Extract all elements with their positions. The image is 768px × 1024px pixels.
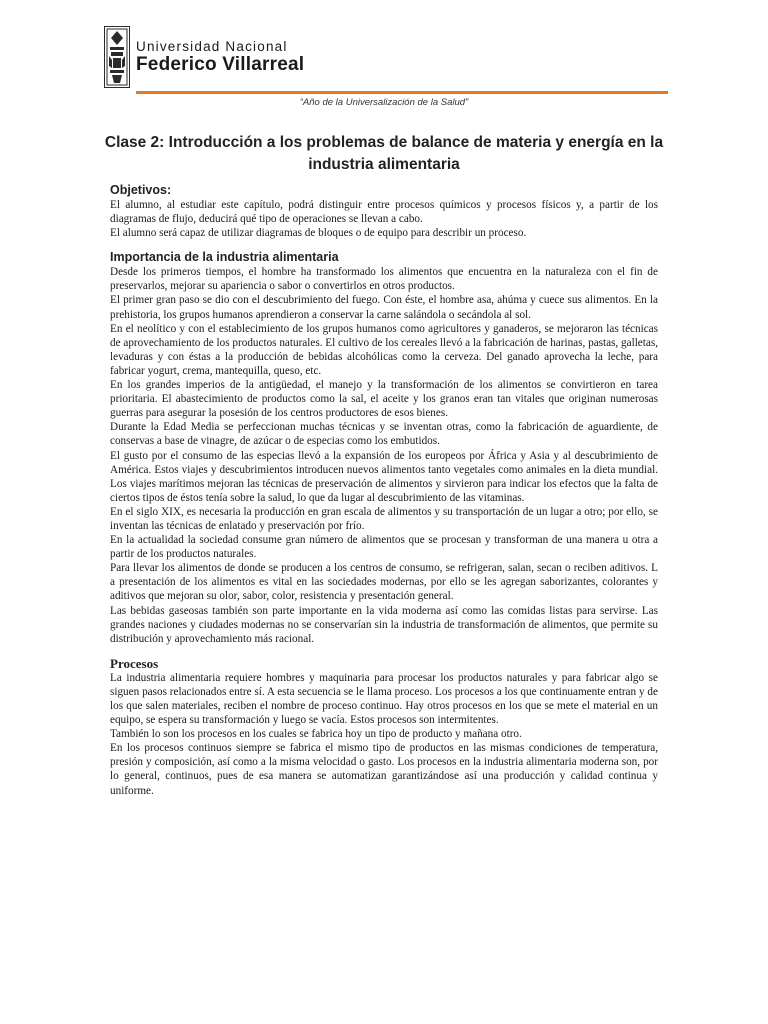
header-divider [136, 91, 668, 94]
section-procesos [110, 656, 658, 798]
page-title: Clase 2: Introducción a los problemas de balance de materia y energía en la industria alimentaria [104, 134, 664, 173]
paragraph: Las bebidas gaseosas también son parte importante en la vida moderna así como las comidas listas para servirse. Las grandes naciones y ciudades modernas no se conservarían sin la industria de transformación de alimentos, que permite su distribución y aprovechamiento más racional. [110, 604, 658, 645]
paragraph: En los procesos continuos siempre se fabrica el mismo tipo de productos en las mismas condiciones de temperatura, presión y composición, así como a la misma velocidad o gasto. Los procesos en la industria alimentaria moderna son, por lo general, continuos, pues de esa manera se automatizan garantizándose así una producción y calidad continua y uniforme. [110, 742, 658, 797]
paragraph: Desde los primeros tiempos, el hombre ha transformado los alimentos que encuentra en la naturaleza con el fin de preservarlos, mejorar su apariencia o sabor o convertirlos en otros productos. [110, 266, 658, 293]
university-name [136, 39, 304, 75]
section-heading: Importancia de la industria alimentaria [110, 250, 339, 265]
paragraph: El primer gran paso se dio con el descubrimiento del fuego. Con éste, el hombre asa, ahúma y cuece sus alimentos. En la prehistoria, los grupos humanos aprendieron a conservar la carne salándola o secándola al sol. [110, 294, 658, 321]
paragraph: El alumno será capaz de utilizar diagramas de bloques o de equipo para describir un proceso. [110, 227, 527, 240]
section-heading: Objetivos: [110, 183, 172, 197]
section-heading: Procesos [110, 655, 159, 671]
paragraph: Durante la Edad Media se perfeccionan muchas técnicas y se inventan otras, como la fabricación de aguardiente, de conservas a base de vinagre, de azúcar o de especias como los embutidos. [110, 421, 658, 448]
section-objetivos [110, 183, 658, 240]
year-motto: “Año de la Universalización de la Salud” [299, 97, 469, 108]
paragraph: La industria alimentaria requiere hombres y maquinaria para procesar los productos naturales y para fabricar algo se siguen pasos relacionados entre sí. A esta secuencia se le llama proceso. Los procesos a los que continuamente entran y de los que salen materiales, reciben el nombre de proceso continuo. Hay otros procesos en los que se mete el material en un equipo, se espera su transformación y luego se vacía. Estos procesos son intermitentes. [110, 671, 658, 727]
paragraph: En el neolítico y con el establecimiento de los grupos humanos como agricultores y ganaderos, se mejoraron las técnicas de aprovechamiento de los productos naturales. El cultivo de los cereales llevó a la fabricación de harinas, pastas, galletas, levaduras y con éstas a la producción de bebidas alcohólicas como la cerveza. Del ganado aprovecha la leche, para fabricar yogurt, crema, mantequilla, queso, etc. [110, 322, 658, 377]
university-name-line2: Federico Villarreal [136, 54, 305, 75]
paragraph: En la actualidad la sociedad consume gran número de alimentos que se procesan y transforman de una manera u otra a partir de los productos naturales. [110, 534, 658, 561]
paragraph: También lo son los procesos en los cuales se fabrica hoy un tipo de producto y mañana otro. [110, 728, 522, 741]
paragraph: El gusto por el consumo de las especias llevó a la expansión de los europeos por África y Asia y al descubrimiento de América. Estos viajes y descubrimientos introducen nuevos alimentos tanto vegetales como animales en la dieta mundial. Los viajes marítimos mejoran las técnicas de preservación de alimentos y sirvieron para indicar los efectos que la falta de ciertos tipos de éstos tenía sobre la salud, lo que da lugar al descubrimiento de las vitaminas. [110, 449, 658, 504]
university-name-line1: Universidad Nacional [136, 39, 288, 54]
paragraph: En el siglo XIX, es necesaria la producción en gran escala de alimentos y su transportación de un lugar a otro; por ello, se inventan las técnicas de enlatado y preservación por frío. [110, 505, 658, 532]
document-body [110, 183, 658, 798]
page-header [104, 24, 668, 94]
university-emblem-icon [104, 26, 130, 88]
paragraph: En los grandes imperios de la antigüedad, el manejo y la transformación de los alimentos se convirtieron en tarea prioritaria. El abastecimiento de productos como la sal, el aceite y los granos eran tan vitales que originan numerosas guerras para asegurar la posesión de los centros productores de esos bienes. [110, 379, 658, 420]
section-importancia [110, 250, 658, 646]
paragraph: El alumno, al estudiar este capítulo, podrá distinguir entre procesos químicos y procesos físicos y, a partir de los diagramas de flujo, deducirá qué tipo de operaciones se llevan a cabo. [110, 199, 658, 226]
paragraph: Para llevar los alimentos de donde se producen a los centros de consumo, se refrigeran, salan, secan o reciben aditivos. L a presentación de los alimentos es vital en las sociedades modernas, por ello se les agregan saborizantes, colorantes y aditivos que mejoran su olor, sabor, color, resistencia y presentación general. [110, 562, 658, 603]
